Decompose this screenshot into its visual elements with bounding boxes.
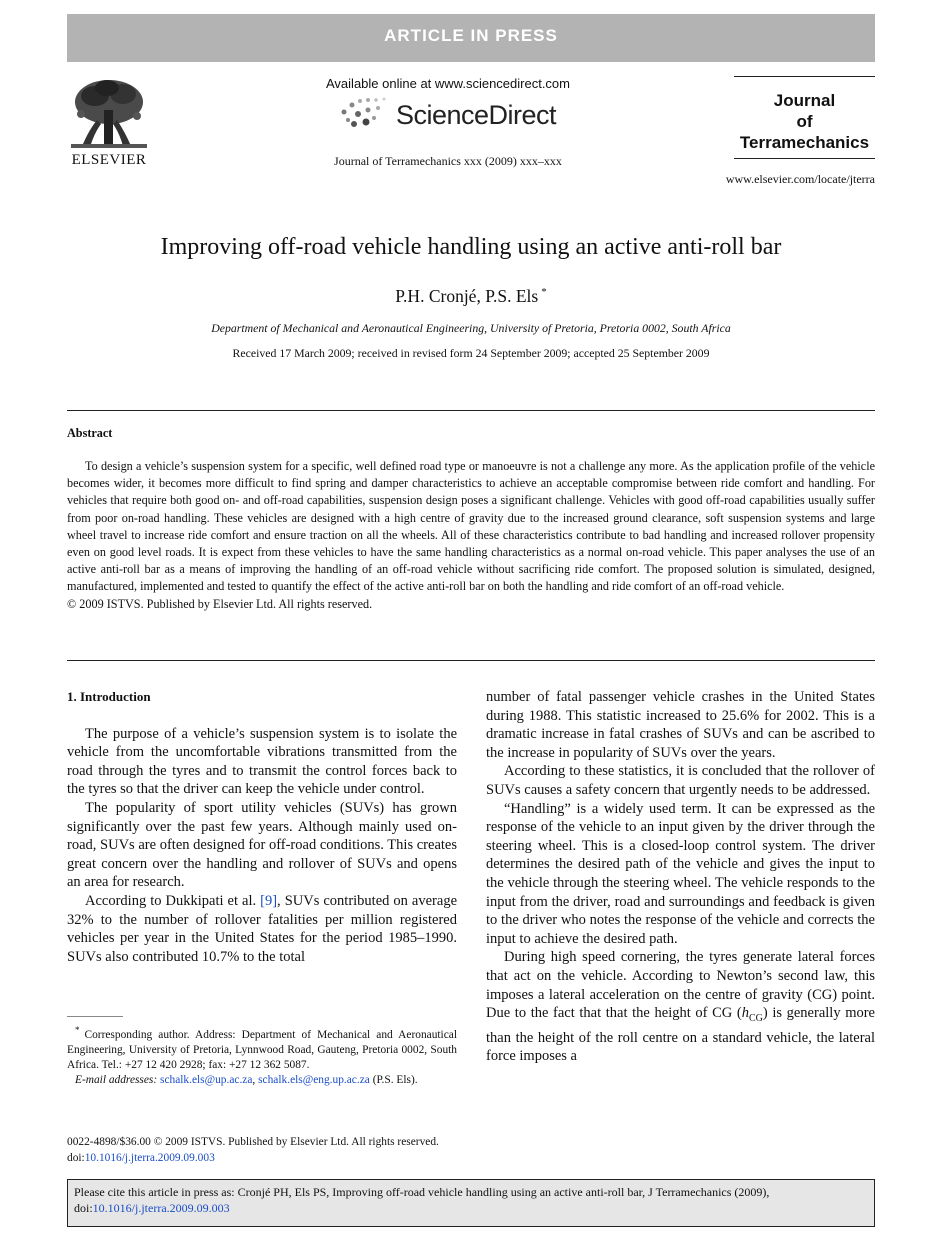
email-suffix: (P.S. Els). bbox=[372, 1074, 418, 1087]
issn-line: 0022-4898/$36.00 © 2009 ISTVS. Published by Elsevier Ltd. All rights reserved. bbox=[67, 1136, 439, 1148]
email-label: E-mail addresses: bbox=[75, 1074, 158, 1087]
left-column bbox=[67, 688, 457, 966]
article-in-press-banner: ARTICLE IN PRESS bbox=[67, 14, 875, 62]
abstract-body bbox=[67, 458, 875, 613]
footnote-text: Corresponding author. Address: Department of Mechanical and Aeronautical Engineering, University of Pretoria, Lynnwood Road, Gauteng, Pretoria 0002, South Africa. Tel.: +27 12 420 2928; fax: +27 12 362 5087. bbox=[67, 1028, 457, 1072]
citation-doi-line bbox=[74, 1200, 868, 1216]
intro-paragraph-1: The purpose of a vehicle’s suspension system is to isolate the vehicle from the uncomfortable vibrations transmitted from the road through the tyres and to transmit the control forces back to the tyres so that the driver can keep the vehicle under control. bbox=[67, 725, 457, 798]
issn-doi-link[interactable]: 10.1016/j.jterra.2009.09.003 bbox=[84, 1152, 215, 1164]
intro-paragraph-6 bbox=[486, 948, 875, 1065]
footnote bbox=[67, 1023, 457, 1089]
available-online: Available online at www.sciencedirect.com bbox=[326, 76, 570, 91]
elsevier-logo bbox=[67, 76, 151, 156]
intro-p3-before: According to Dukkipati et al. bbox=[85, 892, 261, 909]
footnote-separator bbox=[67, 1016, 123, 1017]
reference-link-9[interactable]: [9] bbox=[260, 892, 278, 909]
citation-doi-label: doi: bbox=[74, 1201, 93, 1215]
journal-title bbox=[734, 90, 875, 153]
section-heading-introduction: 1. Introduction bbox=[67, 689, 151, 704]
abstract-bottom-rule bbox=[67, 660, 875, 661]
sciencedirect-dots-icon bbox=[338, 96, 396, 134]
footnote-mark: * bbox=[75, 1025, 80, 1035]
intro-paragraph-2: The popularity of sport utility vehicles (SUVs) has grown significantly over the past few years. Although mainly used on-road, SUVs are often designed for off-road conditions. This creates great concern over the handling and rollover of SUVs and opens an area for research. bbox=[67, 799, 457, 891]
citation-box bbox=[67, 1179, 875, 1227]
issn-block bbox=[67, 1134, 667, 1166]
journal-title-rule-bottom bbox=[734, 158, 875, 159]
journal-title-line3: Terramechanics bbox=[739, 133, 870, 152]
footnote-corresponding-author bbox=[67, 1023, 457, 1073]
article-authors bbox=[67, 286, 875, 307]
abstract-heading: Abstract bbox=[67, 426, 113, 440]
elsevier-tree-icon bbox=[67, 76, 151, 156]
intro-paragraph-3 bbox=[67, 892, 457, 966]
h-cg-subscript: CG bbox=[748, 1012, 763, 1024]
citation-text: Please cite this article in press as: Cronjé PH, Els PS, Improving off-road vehicle handling using an active anti-roll bar, J Terramechanics (2009), bbox=[74, 1185, 770, 1199]
issn-doi-line bbox=[67, 1150, 667, 1166]
intro-continued-paragraph: number of fatal passenger vehicle crashes in the United States during 1988. This statistic increased to 25.6% for 2002. This is a dramatic increase in fatal crashes of SUVs and can be ascribed to the increase in popularity of SUVs over the years. bbox=[486, 689, 875, 761]
email-link-2[interactable]: schalk.els@eng.up.ac.za bbox=[258, 1074, 370, 1087]
corresponding-author-mark[interactable]: * bbox=[541, 286, 547, 299]
abstract-text: To design a vehicle’s suspension system for a specific, well defined road type or manoeuvre is not a challenge any more. As the application profile of the vehicle becomes wider, it becomes more difficult to find spring and damper characteristics to achieve an acceptable compromise between ride comfort and handling. For vehicles that require both good on- and off-road capabilities, suspension design poses a significant challenge. Vehicles with good off-road capabilities usually suffer from poor on-road handling. These vehicles are designed with a high centre of gravity due to the increased ground clearance, soft suspension systems and large wheel travel to increase ride comfort and ensure traction on all the wheels. All of these characteristics contribute to bad handling and increased rollover propensity even on good level roads. It is expect from these vehicles to have the same handling characteristics as a normal on-road vehicle. This paper analyses the use of an active anti-roll bar as a means of improving the handling of an off-road vehicle without sacrificing ride comfort. The proposed solution is simulated, designed, manufactured, implemented and tested to quantify the effect of the active anti-roll bar on both the handling and ride comfort of an off-road vehicle. bbox=[67, 459, 875, 594]
sciencedirect-wordmark: ScienceDirect bbox=[396, 100, 557, 130]
abstract-top-rule bbox=[67, 410, 875, 411]
journal-url[interactable]: www.elsevier.com/locate/jterra bbox=[725, 172, 875, 186]
article-dates: Received 17 March 2009; received in revised form 24 September 2009; accepted 25 September 2009 bbox=[232, 346, 710, 360]
intro-paragraph-4: According to these statistics, it is concluded that the rollover of SUVs causes a safety concern that urgently needs to be addressed. bbox=[486, 763, 875, 798]
intro-p6-after: ) is generally more than the height of the roll centre on a standard vehicle, the lateral force imposes a bbox=[486, 1005, 875, 1065]
journal-title-line2: of bbox=[796, 112, 813, 131]
journal-reference: Journal of Terramechanics xxx (2009) xxx–xxx bbox=[334, 154, 562, 168]
intro-p6-before: During high speed cornering, the tyres generate lateral forces that act on the vehicle. According to Newton’s second law, this imposes a lateral acceleration on the centre of gravity (CG) point. Due to the fact that that the height of CG ( bbox=[486, 949, 875, 1022]
intro-p3-after: , SUVs contributed on average 32% to the number of rollover fatalities per million registered vehicles per year in the United States for the period 1985–1990. SUVs also contributed 10.7% to the total bbox=[67, 892, 457, 965]
right-column bbox=[486, 688, 875, 1066]
intro-paragraph-5: “Handling” is a widely used term. It can be expressed as the response of the vehicle to an input given by the driver through the steering wheel. This is a closed-loop control system. The driver determines the desired path of the vehicle and gives the input to the vehicle through the steering wheel. The vehicle responds to the input from the driver, road and surroundings and feedback is given to the driver who notes the response of the vehicle and corrects the input to achieve the desired path. bbox=[486, 800, 875, 947]
footnote-emails: E-mail addresses: schalk.els@up.ac.za, schalk.els@eng.up.ac.za (P.S. Els). bbox=[75, 1074, 418, 1087]
journal-title-line1: Journal bbox=[773, 91, 836, 110]
article-title: Improving off-road vehicle handling using an active anti-roll bar bbox=[160, 234, 782, 260]
publisher-name: ELSEVIER bbox=[71, 152, 147, 168]
h-cg-symbol: h bbox=[741, 1005, 749, 1022]
sciencedirect-logo bbox=[338, 96, 558, 136]
affiliation: Department of Mechanical and Aeronautical Engineering, University of Pretoria, Pretoria 0002, South Africa bbox=[211, 321, 731, 335]
email-link-1[interactable]: schalk.els@up.ac.za bbox=[160, 1074, 253, 1087]
authors-text: P.H. Cronjé, P.S. Els bbox=[395, 286, 539, 306]
citation-doi-link[interactable]: 10.1016/j.jterra.2009.09.003 bbox=[92, 1201, 230, 1215]
issn-doi-label: doi: bbox=[67, 1152, 85, 1164]
abstract-copyright: © 2009 ISTVS. Published by Elsevier Ltd. All rights reserved. bbox=[67, 596, 373, 611]
journal-title-rule bbox=[734, 76, 875, 77]
